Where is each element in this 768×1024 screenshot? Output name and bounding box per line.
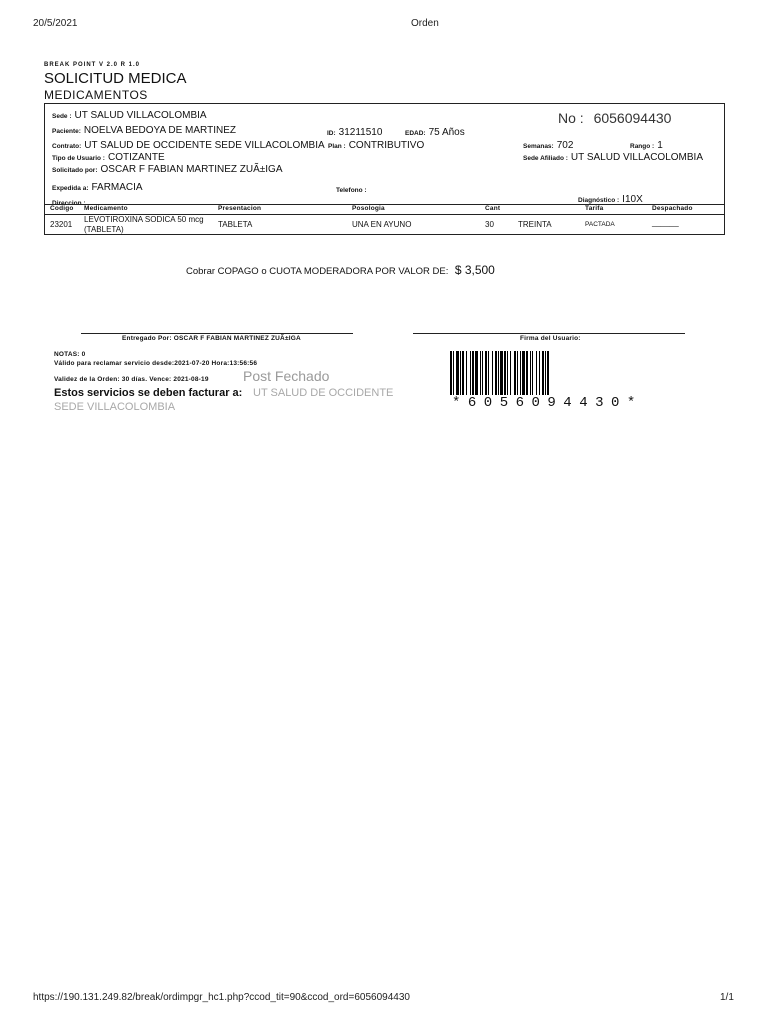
- sede-afiliado-row: [523, 147, 703, 165]
- notas: NOTAS: 0: [54, 351, 86, 358]
- row-medicamento-line1: LEVOTIROXINA SODICA 50 mcg: [84, 215, 204, 224]
- order-number-value: 6056094430: [593, 110, 672, 126]
- print-url[interactable]: https://190.131.249.82/break/ordimpgr_hc1.php?ccod_tit=90&ccod_ord=6056094430: [33, 992, 410, 1003]
- barcode-image: [450, 351, 662, 395]
- print-date: 20/5/2021: [33, 18, 78, 29]
- semanas-label: Semanas:: [523, 143, 554, 150]
- diagnostico-value: I10X: [622, 194, 643, 205]
- sede-afiliado-value: UT SALUD VILLACOLOMBIA: [570, 152, 703, 163]
- order-number-row: [558, 110, 671, 126]
- sede-label: Sede :: [52, 113, 72, 120]
- paciente-value: NOELVA BEDOYA DE MARTINEZ: [83, 125, 236, 136]
- telefono-row: [336, 179, 370, 197]
- facturar-line2: SEDE VILLACOLOMBIA: [54, 401, 176, 413]
- sede-afiliado-label: Sede Afiliado :: [523, 155, 568, 162]
- row-tarifa: PACTADA: [585, 221, 615, 228]
- solicitado-row: [52, 159, 283, 177]
- entregado-label: Entregado Por: OSCAR F FABIAN MARTINEZ ZUÃ±IGA: [122, 335, 301, 342]
- document-subtitle: MEDICAMENTOS: [44, 88, 148, 102]
- rango-value: 1: [657, 140, 663, 151]
- col-cant: Cant: [485, 205, 501, 212]
- edad-label: EDAD:: [405, 130, 426, 137]
- barcode-text: *6056094430*: [452, 395, 643, 411]
- plan-row: [328, 135, 424, 153]
- copago-text: Cobrar COPAGO o CUOTA MODERADORA POR VALOR DE:: [186, 266, 449, 277]
- diagnostico-label: Diagnóstico :: [578, 197, 620, 204]
- semanas-value: 702: [556, 140, 574, 151]
- tipo-value: COTIZANTE: [107, 152, 165, 163]
- contrato-value: UT SALUD DE OCCIDENTE SEDE VILLACOLOMBIA: [84, 140, 325, 151]
- valido-desde: Válido para reclamar servicio desde:2021-07-20 Hora:13:56:56: [54, 360, 258, 367]
- firma-signature-line: [413, 333, 685, 334]
- copago-row: [186, 261, 495, 279]
- col-presentacion: Presentacion: [218, 205, 262, 212]
- id-value: 31211510: [338, 127, 383, 138]
- print-title: Orden: [411, 18, 439, 29]
- tipo-label: Tipo de Usuario :: [52, 155, 105, 162]
- edad-value: 75 Años: [428, 127, 465, 138]
- version-label: BREAK POINT V 2.0 R 1.0: [44, 62, 141, 68]
- solicitado-value: OSCAR F FABIAN MARTINEZ ZUÃ±IGA: [100, 164, 283, 175]
- firma-label: Firma del Usuario:: [520, 335, 581, 342]
- facturar-label: Estos servicios se deben facturar a:: [54, 387, 243, 399]
- facturar-line1: UT SALUD DE OCCIDENTE: [253, 387, 394, 399]
- expedida-label: Expedida a:: [52, 185, 89, 192]
- telefono-label: Telefono :: [336, 187, 367, 194]
- post-fechado: Post Fechado: [243, 368, 330, 384]
- col-codigo: Codigo: [50, 205, 74, 212]
- col-posologia: Posologia: [352, 205, 385, 212]
- direccion-label: Direccion :: [52, 200, 86, 207]
- copago-value: $ 3,500: [454, 263, 495, 277]
- col-despachado: Despachado: [652, 205, 693, 212]
- order-number-label: No :: [558, 110, 584, 126]
- expedida-value: FARMACIA: [91, 182, 143, 193]
- row-cant: 30: [485, 220, 494, 229]
- row-cant-text: TREINTA: [518, 220, 552, 229]
- rango-label: Rango :: [630, 143, 655, 150]
- entregado-signature-line: [81, 333, 353, 334]
- plan-label: Plan :: [328, 143, 346, 150]
- row-presentacion: TABLETA: [218, 220, 253, 229]
- page-count: 1/1: [720, 992, 734, 1003]
- row-codigo: 23201: [50, 220, 73, 229]
- solicitado-label: Solicitado por:: [52, 167, 98, 174]
- document-title: SOLICITUD MEDICA: [44, 70, 187, 87]
- col-tarifa: Tarifa: [585, 205, 604, 212]
- sede-value: UT SALUD VILLACOLOMBIA: [74, 110, 207, 121]
- row-medicamento-line2: (TABLETA): [84, 225, 124, 234]
- contrato-label: Contrato:: [52, 143, 82, 150]
- id-label: ID:: [327, 130, 336, 137]
- paciente-label: Paciente:: [52, 128, 81, 135]
- col-medicamento: Medicamento: [84, 205, 128, 212]
- validez-orden: Validez de la Orden: 30 días. Vence: 2021-08-19: [54, 376, 209, 383]
- row-despachado: ______: [652, 218, 679, 227]
- row-posologia: UNA EN AYUNO: [352, 220, 412, 229]
- plan-value: CONTRIBUTIVO: [348, 140, 425, 151]
